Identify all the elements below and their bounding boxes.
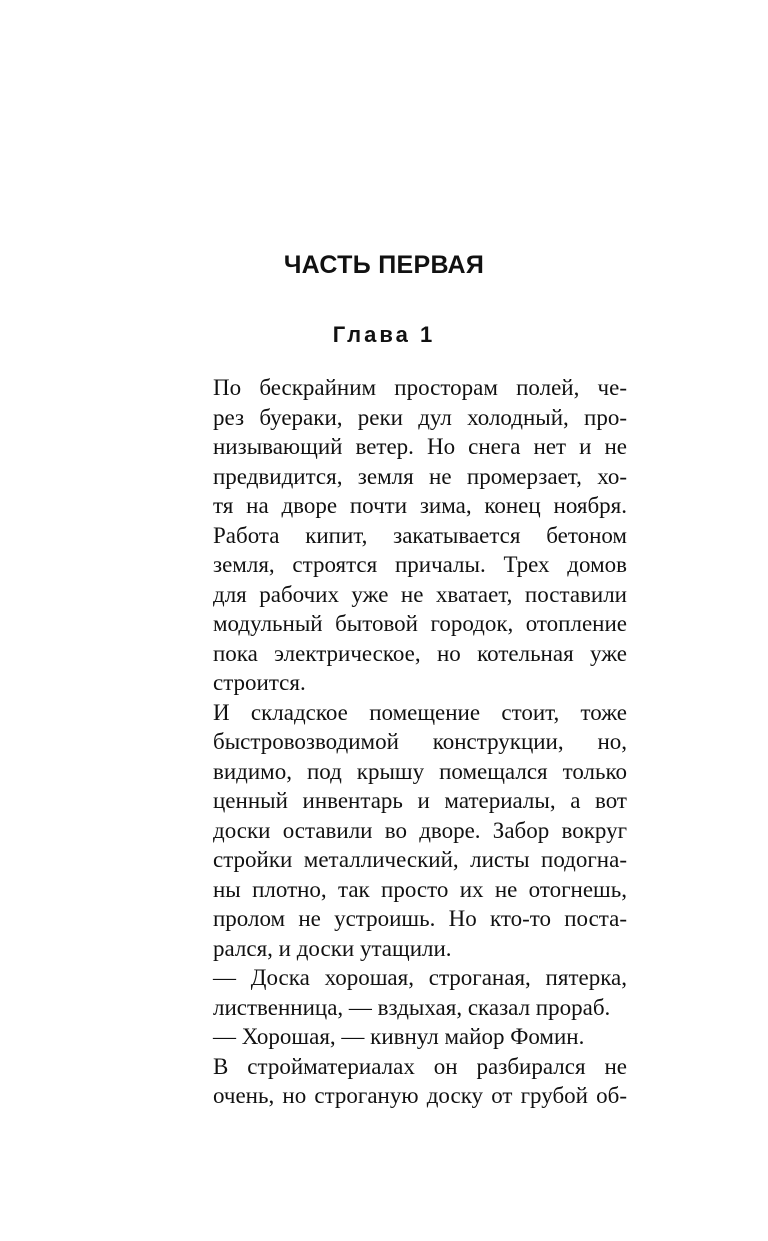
part-title: ЧАСТЬ ПЕРВАЯ — [283, 251, 485, 279]
text-line: В стройматериалах он разбирался не — [213, 1053, 627, 1079]
text-line: — Хорошая, — кивнул майор Фомин. — [213, 1024, 585, 1049]
text-line: доски оставили во дворе. Забор вокруг — [213, 817, 627, 843]
text-line: стройки металлический, листы подогна- — [213, 847, 627, 872]
body-text — [213, 373, 627, 1111]
text-line: рался, и доски утащили. — [213, 935, 452, 961]
text-line: очень, но строганую доску от грубой об- — [213, 1083, 627, 1108]
text-line: для рабочих уже не хватает, поставили — [213, 581, 627, 607]
text-line: И складское помещение стоит, тоже — [213, 699, 627, 725]
text-line: низывающий ветер. Но снега нет и не — [213, 434, 627, 459]
text-line: рез буераки, реки дул холодный, про- — [213, 404, 627, 430]
text-line: быстровозводимой конструкции, но, — [213, 729, 627, 754]
text-line: ценный инвентарь и материалы, а вот — [213, 788, 627, 813]
text-line: — Доска хорошая, строганая, пятерка, — [213, 965, 627, 990]
text-line: ны плотно, так просто их не отогнешь, — [213, 876, 627, 902]
text-line: лиственница, — вздыхая, сказал прораб. — [213, 994, 611, 1020]
text-line: По бескрайним просторам полей, че- — [213, 375, 627, 400]
text-line: модульный бытовой городок, отопление — [213, 611, 627, 636]
text-line: пока электрическое, но котельная уже — [213, 640, 627, 666]
text-line: земля, строятся причалы. Трех домов — [213, 552, 627, 577]
text-line: Работа кипит, закатывается бетоном — [213, 522, 627, 548]
text-line: видимо, под крышу помещался только — [213, 758, 627, 784]
text-line: пролом не устроишь. Но кто-то поста- — [213, 906, 627, 931]
chapter-title: Глава 1 — [332, 322, 436, 347]
text-line: тя на дворе почти зима, конец ноября. — [213, 493, 627, 518]
text-line: строится. — [213, 670, 306, 695]
text-line: предвидится, земля не промерзает, хо- — [213, 463, 627, 489]
